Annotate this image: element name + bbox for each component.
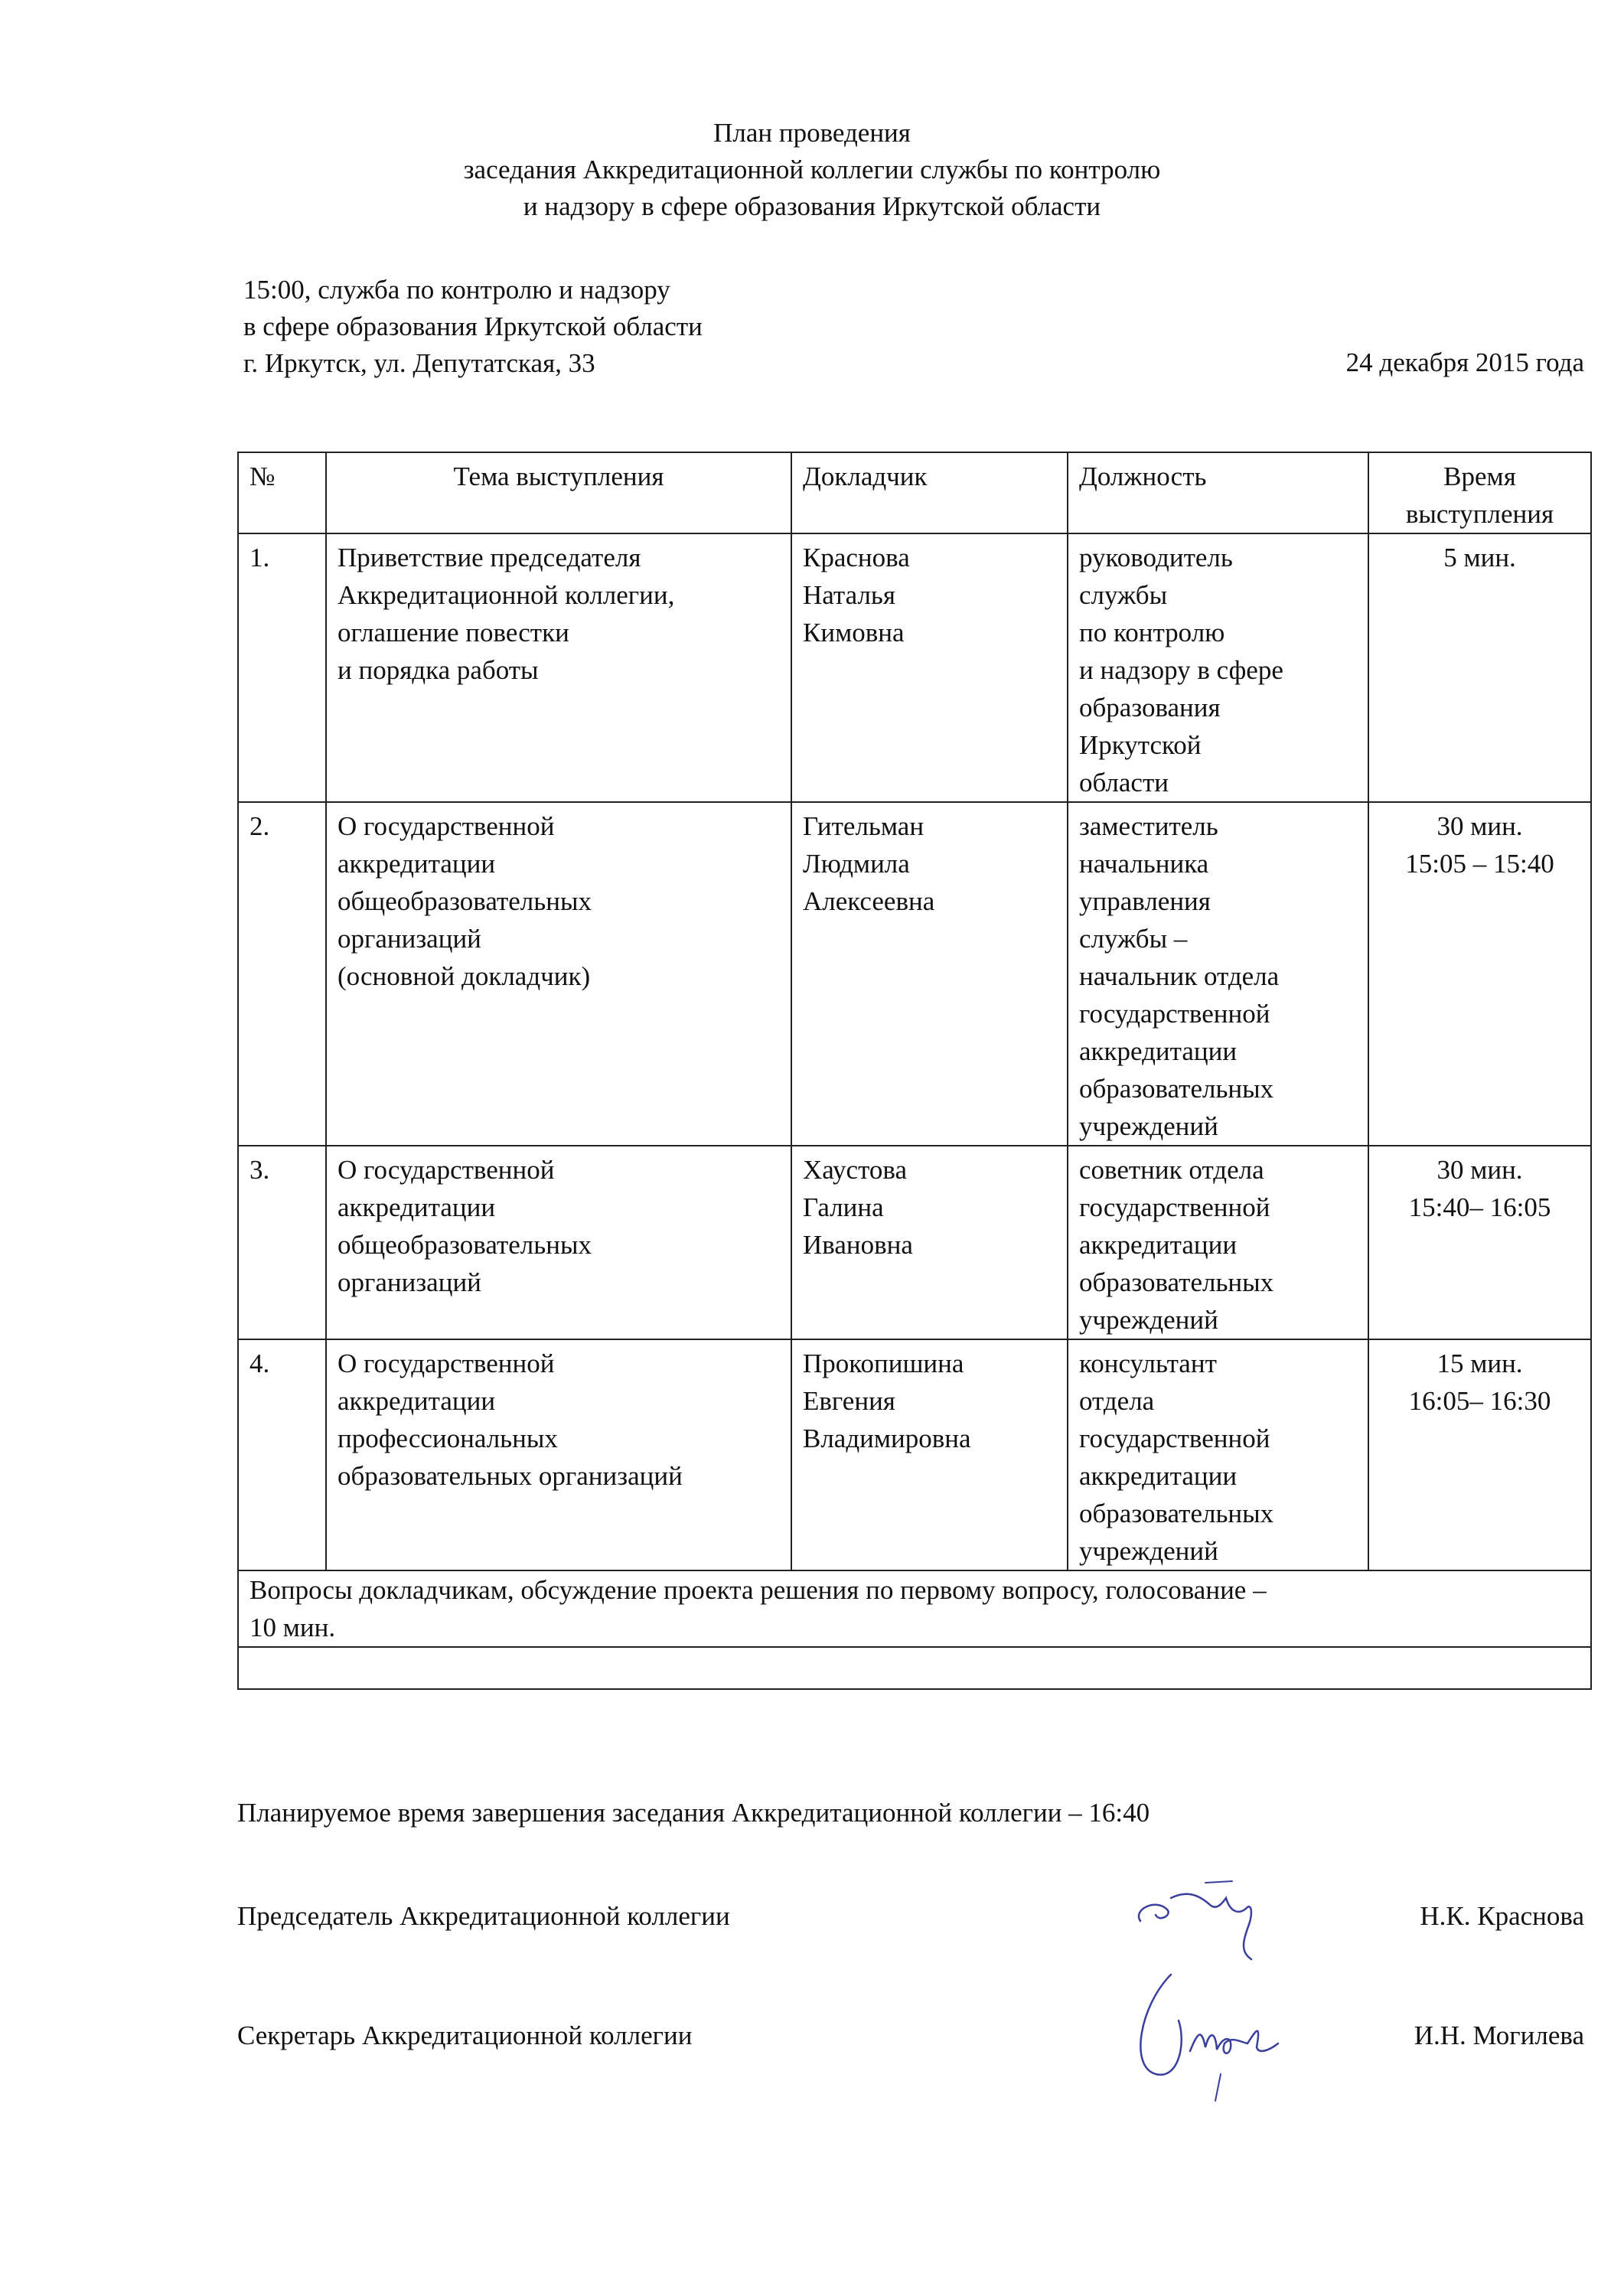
chair-label: Председатель Аккредитационной коллегии [237,1901,730,1931]
row-number: 3. [238,1146,326,1339]
agenda-table [237,452,1592,1690]
secretary-label: Секретарь Аккредитационной коллегии [237,2020,693,2050]
row-speaker: Краснова Наталья Кимовна [791,533,1068,802]
row-position: заместитель начальника управления службы – начальник отдела государственной аккредитации образовательных учреждений [1068,802,1368,1146]
row-position: руководитель службы по контролю и надзору в сфере образования Иркутской области [1068,533,1368,802]
title-line: План проведения [713,118,911,148]
row-number: 2. [238,802,326,1146]
row-number: 4. [238,1339,326,1570]
document-title [0,115,1624,225]
row-number: 1. [238,533,326,802]
place-line: 15:00, служба по контролю и надзору [243,275,670,305]
row-time: 15 мин. 16:05– 16:30 [1368,1339,1591,1570]
row-speaker: Хаустова Галина Ивановна [791,1146,1068,1339]
chair-name: Н.К. Краснова [1420,1901,1584,1931]
table-header-row [238,452,1591,533]
row-position: консультант отдела государственной аккредитации образовательных учреждений [1068,1339,1368,1570]
row-time: 5 мин. [1368,533,1591,802]
questions-text: Вопросы докладчикам, обсуждение проекта решения по первому вопросу, голосование – 10 мин. [238,1570,1591,1647]
row-speaker: Гительман Людмила Алексеевна [791,802,1068,1146]
row-theme: О государственной аккредитации общеобразовательных организаций [326,1146,791,1339]
row-speaker: Прокопишина Евгения Владимировна [791,1339,1068,1570]
table-row-empty [238,1647,1591,1689]
row-theme: О государственной аккредитации профессиональных образовательных организаций [326,1339,791,1570]
place-line: г. Иркутск, ул. Депутатская, 33 [243,348,595,378]
empty-cell [238,1647,1591,1689]
row-time: 30 мин. 15:40– 16:05 [1368,1146,1591,1339]
planned-end-time: Планируемое время завершения заседания Аккредитационной коллегии – 16:40 [237,1798,1150,1828]
meeting-date: 24 декабря 2015 года [1345,347,1584,377]
secretary-name: И.Н. Могилева [1414,2020,1584,2050]
column-header-time: Время выступления [1368,452,1591,533]
place-line: в сфере образования Иркутской области [243,311,703,341]
table-row [238,802,1591,1146]
row-theme: Приветствие председателя Аккредитационной коллегии, оглашение повестки и порядка работы [326,533,791,802]
column-header-speaker: Докладчик [791,452,1068,533]
secretary-signature [1125,1959,1324,2112]
signature-stroke [1139,1894,1251,1959]
table-row [238,1339,1591,1570]
table-row-questions [238,1570,1591,1647]
column-header-number: № [238,452,326,533]
row-theme: О государственной аккредитации общеобразовательных организаций (основной докладчик) [326,802,791,1146]
column-header-theme: Тема выступления [326,452,791,533]
table-row [238,1146,1591,1339]
row-time: 30 мин. 15:05 – 15:40 [1368,802,1591,1146]
meeting-place [243,272,703,382]
table-row [238,533,1591,802]
title-line: заседания Аккредитационной коллегии службы по контролю [463,155,1161,184]
row-position: советник отдела государственной аккредитации образовательных учреждений [1068,1146,1368,1339]
column-header-position: Должность [1068,452,1368,533]
title-line: и надзору в сфере образования Иркутской области [523,191,1101,221]
